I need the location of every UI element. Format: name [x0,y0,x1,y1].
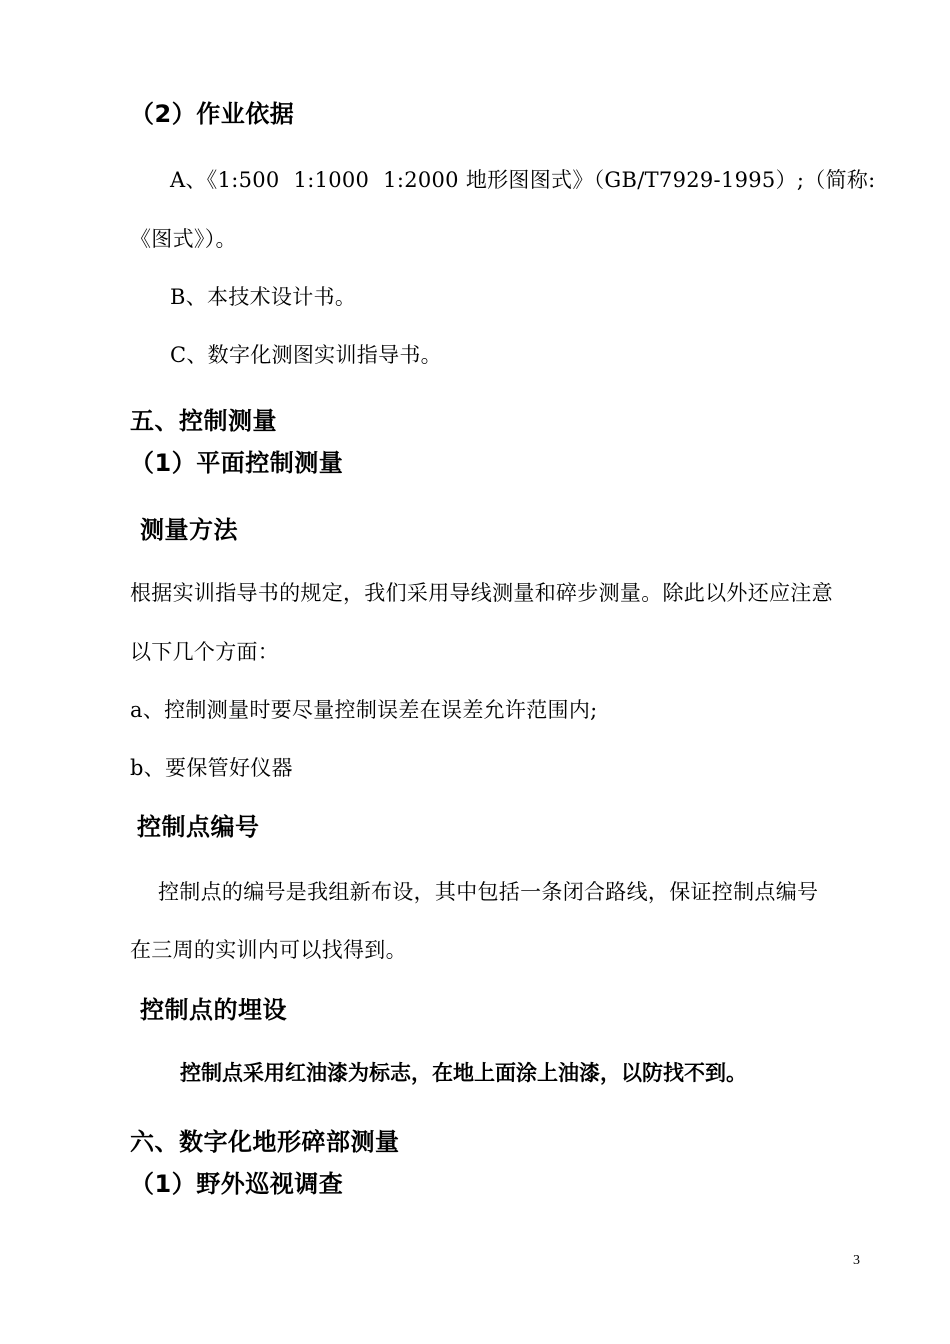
list-item-a: a、控制测量时要尽量控制误差在误差允许范围内; [130,698,598,722]
subsection-heading-plane-control: （1）平面控制测量 [130,449,344,477]
point-burial-paragraph: 控制点采用红油漆为标志，在地上面涂上油漆，以防找不到。 [180,1061,747,1085]
subheading-measure-method: 测量方法 [140,516,238,544]
section-heading-work-basis: （2）作业依据 [130,100,295,128]
basis-item-b: B、本技术设计书。 [170,285,357,309]
point-number-paragraph-line-2: 在三周的实训内可以找得到。 [130,938,407,962]
measure-method-paragraph-line-2: 以下几个方面： [130,640,280,664]
basis-item-a-line-2: 《图式》）。 [130,227,237,251]
subsection-heading-field-inspection: （1）野外巡视调查 [130,1170,344,1198]
section-heading-digital-topographic-survey: 六、数字化地形碎部测量 [130,1128,400,1156]
page-number: 3 [853,1253,860,1268]
list-item-b: b、要保管好仪器 [130,756,293,780]
basis-item-a-line-1: A、《1:500 1:1000 1:2000 地形图图式》（GB/T7929-1995）;（简称: [170,168,876,192]
section-heading-control-survey: 五、控制测量 [130,407,277,435]
basis-item-c: C、数字化测图实训指导书。 [170,343,442,367]
subheading-point-number: 控制点编号 [137,813,260,841]
measure-method-paragraph-line-1: 根据实训指导书的规定，我们采用导线测量和碎步测量。除此以外还应注意 [130,581,833,605]
point-number-paragraph-line-1: 控制点的编号是我组新布设，其中包括一条闭合路线，保证控制点编号 [158,880,819,904]
subheading-point-burial: 控制点的埋设 [140,996,287,1024]
